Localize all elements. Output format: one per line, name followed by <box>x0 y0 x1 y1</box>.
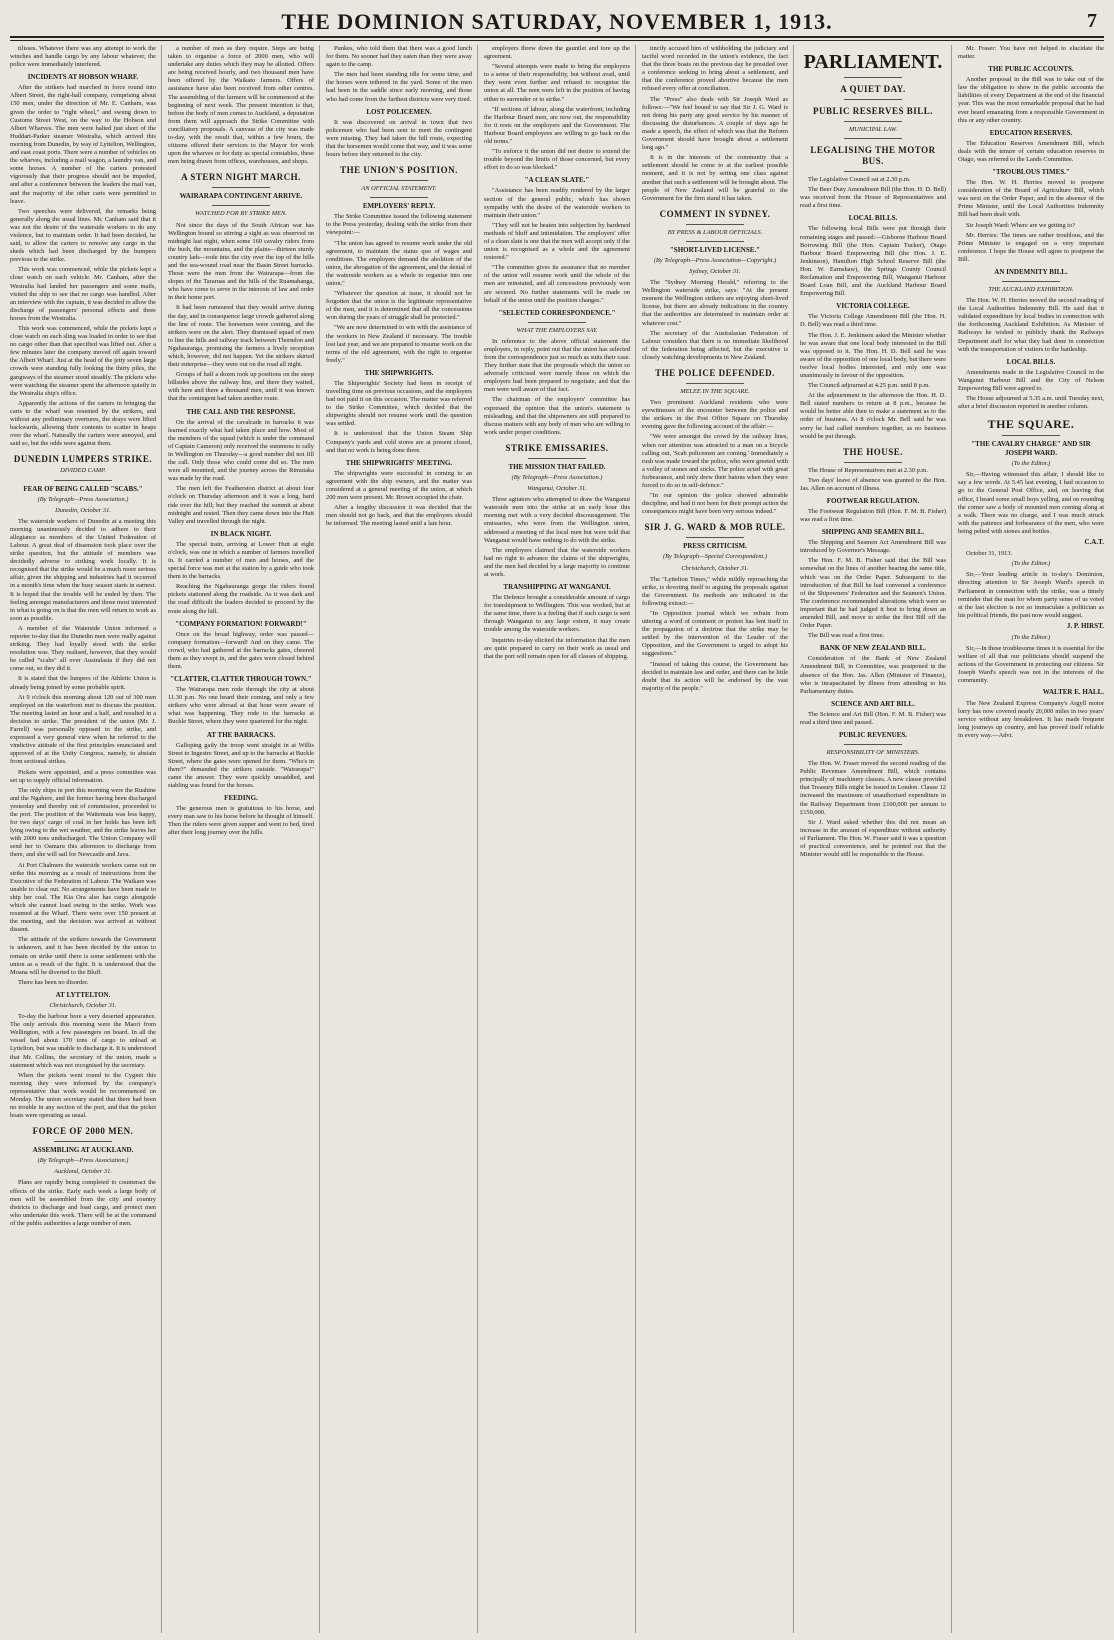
paragraph: "Assistance has been readily rendered by the larger section of the general public, which has shown sympathy with the desire of the waterside workers to maintain their union." <box>484 187 630 219</box>
paragraph: Not since the days of the South African war has Wellington bound so stirring a sight as was observed on midnight last night, when some 160 cavalry riders from the bush, the mountains, and the plains—thirteen sturdy country lads—rode into the city over the top of the hills and the sea-wound road near the Basin Street barracks. Those were the men from the Wairarapa—from the slopes of the Tararuas and the hills of the Ruamahanga, who have come to serve in the interests of law and order in their home port. <box>168 221 314 302</box>
subheadline: SHIPPING AND SEAMEN BILL. <box>821 528 925 537</box>
paragraph: "We are now determined to win with the assistance of the workers in New Zealand if necessary. The trouble lost last year, and we are prepared to resume work on the terms of the old agreement, with the right to organise freely." <box>326 324 472 364</box>
subheadline: BANK OF NEW ZEALAND BILL. <box>820 644 926 653</box>
paragraph: Plans are rapidly being completed to counteract the effects of the strike. Early each week a large body of men will be assembled from the city and country districts to discharge and load cargo, and protect men who undertake this work. There will be at the command of the public authorities a large number of men. <box>10 1179 156 1227</box>
separator-rule <box>844 138 902 139</box>
signature: WALTER E. HALL. <box>1042 687 1104 696</box>
paragraph: Pickets were appointed, and a press committee was set up to supply official information. <box>10 768 156 784</box>
paragraph: Mr. Herries: The times are rather troublous, and the Prime Minister is engaged on a very important conference. I hope the House will agree to postpone the Bill. <box>958 231 1104 263</box>
paragraph: The waterside workers of Dunedin at a meeting this morning unanimously decided to adhere to their allegiance as members of the United Federation of Labour. A great deal of dissension took place over the strike question, but the attitude of members was decidedly adverse to striking work locally. It is recognised that the strike would be a much more serious affair, given the shipping and industries had it occurred in a month's time when the busy season starts in earnest. It is hoped that the trouble will be ended by then. The feeling amongst manufacturers and those most interested in what is going on is that the men will return to work as soon as possible. <box>10 517 156 622</box>
subheadline: SCIENCE AND ART BILL. <box>831 699 915 708</box>
paragraph: After the strikers had marched in force round into Albert Street, the right-hall company, comprising about 150 men, under the direction of Mr. E. Canham, was given the order to "right wheel," and swung down to Customs Street West, on the way to the Hobson and Albert Wharves. The men were halted just short of the Huddart-Parker steamer Westralia, which arrived this morning from Dunedin, by way of Lyttelton, Wellington, and east coast ports. There were a number of vehicles on the wharves, including a mail wagon, a laundry van, and some horses. A number of the carters protested vigorously that their progress should not be impeded, and after a conference between the leaders the mail van, and the majority of the other carts were permitted to leave. <box>10 84 156 205</box>
subheadline: LOCAL BILLS. <box>848 214 898 223</box>
paragraph: tilisses. Whatever there was any attempt to work the winches and handle cargo by any labour whatever, the police were immediately interfered. <box>10 45 156 69</box>
subheadline: "SELECTED CORRESPONDENCE." <box>498 308 616 317</box>
separator-rule <box>686 241 744 242</box>
paragraph: The Hon. W. H. Herries moved the second reading of the Local Authorities Indemnity Bill. He said that it validated expenditure by local bodies in connection with the forthcoming Auckland Exhibition. As Minister of Railways he wished to publicly thank the Railways Department staff for what they had done in connection with the transportation of visitors to the battleship. <box>958 297 1104 353</box>
paragraph: The Hon. J. E. Jenkinson asked the Minister whether he was aware that one local body interested in the Bill was opposed to it. The Hon. H. D. Bell said he was aware of the opposition of one local body, but there were twelve local bodies interested, and only one was unanimously in favour of the opposition. <box>800 331 946 379</box>
paragraph: Sir J. Ward asked whether this did not mean an increase in the amount of expenditure without authority of Parliament. The Hon. W. Fraser said it was a question of practical convenience, and he pointed out that the Minister would still be responsible to the House. <box>800 818 946 859</box>
subheadline: PUBLIC REVENUES. <box>838 730 908 739</box>
masthead <box>10 8 1104 38</box>
dateline: WHAT THE EMPLOYERS SAY. <box>516 326 598 334</box>
paragraph: Galloping gaily the troop went straight in at Willis Street to Ingestre Street, and up to the barracks at Buckle Street, where the gates were opened for them. "Who's in there?" demanded the strikers outside. "Wairarapa!" came the answer. They were quickly unsaddled, and stabling was found for the horses. <box>168 741 314 790</box>
paragraph: To-day the harbour bore a very deserted appearance. The only arrivals this morning were the Maori from Wellington, with a few passengers on board. In all the vessel had about 170 tons of cargo to unload at Lyttelton, but was unable to discharge it. It is understood that Mr. Collins, the secretary of the union, made a statement which was not recognised by the secretary. <box>10 1013 156 1069</box>
paragraph: Consideration of the Bank of New Zealand Amendment Bill, in Committee, was postponed in the absence of the Hon. Jas. Allen (Minister of Finance), who is incapacitated by illness from attending to his Parliamentary duties. <box>800 655 946 695</box>
paragraph: Reaching the Ngahauranga gorge the riders found pickets stationed along the roadside. As it was dark and the road difficult the leaders decided to proceed by the route along the hill. <box>168 583 314 615</box>
paragraph: In reference to the above official statement the employers, in reply, point out that the union has selected from the correspondence just so much as suits their case. They further state that the proposals which the union so adversely criticised were merely those on which the employers had been prepared to negotiate, and that the men were well aware of that fact. <box>484 337 630 394</box>
dateline: MELEE IN THE SQUARE. <box>680 388 750 395</box>
separator-rule <box>844 99 902 100</box>
separator-rule <box>54 480 112 481</box>
separator-rule <box>686 383 744 384</box>
dateline: AN OFFICIAL STATEMENT. <box>361 185 437 193</box>
paragraph: tinctly accused him of withholding the judiciary and tactful word recorded in the union's evidence, the fact that the three boats on the previous day he presided over a conference seeking to bring about a settlement, and that the conference proved abortive because the men refused every offer at conciliation. <box>642 45 788 93</box>
paragraph: "Several attempts were made to bring the employers to a sense of their responsibility, but without avail, until they went even further and refused to recognise the union at all. The men were left in the position of having either to surrender or to strike." <box>484 63 630 103</box>
paragraph: The "Press" also deals with Sir Joseph Ward as follows:—"We feel bound to say that Sir J. G. Ward is not doing his party any good service by his manner of discussing the disturbances. A couple of days ago he made a speech, the effect of which was that the Reform Government should have brought about a settlement long ago." <box>642 95 788 152</box>
headline: A STERN NIGHT MARCH. <box>181 172 301 183</box>
subheadline: LOCAL BILLS. <box>1006 357 1056 366</box>
paragraph: Punkes, who told them that there was a good lunch for them. No sooner had they eaten than they were away again to the camp. <box>326 45 472 69</box>
paragraph: The Defence brought a considerable amount of cargo for transhipment to Wellington. This was worked, but at the same time, there is a feeling that if such cargo is sent through Wanganui to any large extent, it may create trouble among the waterside workers. <box>484 594 630 634</box>
paragraph: The House of Representatives met at 2.30 p.m. <box>808 466 928 474</box>
subheadline: "A CLEAN SLATE." <box>524 176 590 185</box>
headline: A QUIET DAY. <box>840 84 906 94</box>
dateline: (By Telegraph—Press Association.) <box>37 495 129 503</box>
paragraph: "Instead of taking this course, the Government has decided to maintain law and order, and there can be little doubt that its action will be endorsed by the vast majority of the people." <box>642 660 788 692</box>
paragraph: It was discovered on arrival in town that two policemen who had been sent to meet the contingent were missing. They had taken the hill route, expecting that the horsemen would come that way, and it was some hours before they returned to the city. <box>326 118 472 159</box>
paragraph: The Shipwrights' Society had been in receipt of travelling time on previous occasions, and the employers had not paid it on this occasion. The matter was referred to the Strike Committee, which decided that the shipwrights should not resume work until the question was settled. <box>326 379 472 428</box>
paragraph: Inquiries to-day elicited the information that the men are quite prepared to carry on their work as usual and that the port will remain open for all classes of shipping. <box>484 636 630 660</box>
paragraph: Sir Joseph Ward: Where are we getting to? <box>966 221 1076 229</box>
separator-rule <box>1002 435 1060 436</box>
subheadline: THE CALL AND THE RESPONSE. <box>186 407 296 416</box>
paragraph: The Education Reserves Amendment Bill, which deals with the tenure of certain education reserves in Otago, was referred to the Lands Committee. <box>958 139 1104 163</box>
headline: LEGALISING THE MOTOR BUS. <box>810 145 936 167</box>
paragraph: The Bill was read a first time. <box>808 632 885 640</box>
column-1 <box>10 45 162 1633</box>
paragraph: Amendments made in the Legislative Council in the Wanganui Harbour Bill and the City of Nelson Empowering Bill were agreed to. <box>958 368 1104 392</box>
headline: PARLIAMENT. <box>803 51 943 73</box>
subheadline: IN BLACK NIGHT. <box>210 529 272 538</box>
subheadline: "TROUBLOUS TIMES." <box>992 168 1070 177</box>
separator-rule <box>528 322 586 323</box>
subheadline: AT THE BARRACKS. <box>206 730 276 739</box>
paragraph: Two prominent Auckland residents who were eyewitnesses of the encounter between the police and the strikers in the Post Office Square on Thursday evening gave the following account of the affair:— <box>642 399 788 431</box>
paragraph: It had been rumoured that they would arrive during the day, and in consequence large crowds gathered along the line of route. The horsemen were coming, and the strikers were on the alert. They dismissed squad of men to line the hills and railway track between Thorndon and Ngahauranga, promising the farmers a lively reception which, however, did not happen. Yet the strikers skirted their enterprise—they were out on the road all night. <box>168 304 314 369</box>
paragraph: At 9 o'clock this morning about 120 out of 300 men employed on the waterfront met to discuss the position. The meeting lasted an hour and a half, and resulted in a decision to strike. The president of the union (Mr. J. Farrell) was personally opposed to the strike, and expressed a very general view when he referred to the vindictive attitude of the first principles enunciated and approved of at the Unity Congress, namely, to abstain from sectional strikes. <box>10 693 156 766</box>
paragraph: When the pickets went round to the Cygnet this morning they were informed by the company's representative that work would be recommenced on Monday. The union secretary stated that there had been no trouble in any section of the port, and that the picket boats were operating as usual. <box>10 1071 156 1120</box>
paragraph: This work was commenced, while the pickets kept a close watch on each sling was loaded in order to see that no cargo other than that specified was lifted out. After a few minutes later the company moved off again toward the Albert Wharf. Just at the head of the jetty seven large crowds were standing fully looking the thirty piles, the gangways of the steamer stood steadily. The pickets who were watching the steamer spent the afternoon quietly in the Westralia ship's office. <box>10 325 156 397</box>
dateline: RESPONSIBILITY OF MINISTERS. <box>826 748 920 756</box>
paragraph: Sir,—In these troublesome times it is essential for the welfare of all that our politicians should suspend the actions of the Government in protecting our citizens. Sir Joseph Ward's speech was not in the interests of the community. <box>958 645 1104 685</box>
subheadline: ASSEMBLING AT AUCKLAND. <box>32 1146 134 1155</box>
dateline: Dunedin, October 31. <box>55 506 111 514</box>
subheadline: "CLATTER, CLATTER THROUGH TOWN." <box>170 675 312 684</box>
paragraph: The secretary of the Australasian Federation of Labour considers that there is no immediate likelihood of the federation being affected, but the executive is closely watching developments in New Zealand. <box>642 329 788 361</box>
paragraph: The attitude of the strikers towards the Government is unknown, and it has been decided by the union to remain on strike until there is some settlement with the union as a result of the fight. It is understood that the Moana will be diverted to the Bluff. <box>10 936 156 976</box>
paragraph: The employers claimed that the waterside workers had no right to advance the claims of the shipwrights, and the men had decided by a large majority to continue at work. <box>484 546 630 578</box>
separator-rule <box>528 458 586 459</box>
subheadline: "COMPANY FORMATION! FORWARD!" <box>175 619 307 628</box>
signature: J. P. HIRST. <box>1066 621 1104 630</box>
paragraph: employers threw down the gauntlet and tore up the agreement. <box>484 45 630 61</box>
headline: THE HOUSE. <box>842 446 903 457</box>
paragraph: Groups of half a dozen took up positions on the steep hillsides above the railway line, and there they waited, with here and there a thousand men, until it was known that the contingent had taken another route. <box>168 371 314 403</box>
separator-rule <box>844 77 902 78</box>
masthead-title: THE DOMINION SATURDAY, NOVEMBER 1, 1913. <box>281 9 833 34</box>
subheadline: THE SHIPWRIGHTS. <box>364 368 434 377</box>
separator-rule <box>844 462 902 463</box>
paragraph: Two days' leave of absence was granted to the Hon. Jas. Allen on account of illness. <box>800 476 946 492</box>
subheadline: THE MISSION THAT FAILED. <box>508 462 606 471</box>
paragraph: The Shipping and Seamen Act Amendment Bill was introduced by Governor's Message. <box>800 539 946 555</box>
subheadline: FEAR OF BEING CALLED "SCABS." <box>23 484 143 493</box>
paragraph: There has been no disorder. <box>18 978 89 986</box>
headline: SIR J. G. WARD & MOB RULE. <box>644 522 786 533</box>
subheadline: "SHORT-LIVED LICENSE." <box>669 245 761 254</box>
separator-rule <box>844 744 902 745</box>
paragraph: It is understood that the Union Steam Ship Company's yards and cold stores are at present closed, and that no work is being done there. <box>326 430 472 454</box>
subheadline: EDUCATION RESERVES. <box>989 128 1073 137</box>
paragraph: The House adjourned at 5.35 a.m. until Tuesday next, after a brief discussion reported in another column. <box>958 395 1104 411</box>
headline: FORCE OF 2000 MEN. <box>32 1126 134 1137</box>
columns <box>10 45 1104 1633</box>
separator-rule <box>212 205 270 206</box>
paragraph: The Strike Committee issued the following statement to the Press yesterday, dealing with the strike from their viewpoint:— <box>326 213 472 237</box>
subheadline: LOST POLICEMEN. <box>366 107 432 116</box>
paragraph: Three agitators who attempted to draw the Wanganui waterside men into the strike at an early hour this morning met with a very decided discouragement. The emissaries, who were from the Wellington union, addressed a meeting of the local men but were told that Wanganui would have nothing to do with the strike. <box>484 496 630 544</box>
headline: THE UNION'S POSITION. <box>340 165 458 176</box>
paragraph: Sir,—Your leading article in to-day's Dominion, directing attention to Sir Joseph Ward's speech in Parliament in connection with the strike, was a timely reminder that the man for whom party sense of us voted at the last election is not so immaculate a politician as his political friends, the past now would suggest. <box>958 571 1104 619</box>
paragraph: The Beer Duty Amendment Bill (the Hon. H. D. Bell) was received from the House of Representatives and read a first time. <box>800 186 946 210</box>
column-7 <box>958 45 1104 1633</box>
dateline: Sydney, October 31. <box>689 267 741 275</box>
paragraph: The only ships in port this morning were the Ruahine and the Ngahere, and the former having been discharged yesterday and thereby out of commission, proceeded to the port. The position of the Waitemata was less happy, for two days' cargo of coal in her holds has been left lying owing to the wet weather, and the strike leaves her with 2000 tons undischarged. The Union Company will send her to Oamaru this afternoon to discharge from there, and she will sail for Newcastle and Java. <box>10 786 156 859</box>
dateline: WATCHED FOR BY STRIKE MEN. <box>195 210 287 218</box>
paragraph: The shipwrights were successful in coming to an agreement with the ship owners, and the matter was considered at a general meeting of the union, at which 200 men were present. Mr. Brown occupied the chair. <box>326 469 472 502</box>
subheadline: AT LYTTELTON. <box>55 990 111 999</box>
paragraph: "We were amongst the crowd by the railway lines, when our attention was attracted to a man on a bicycle calling out, 'Scab policemen are coming.' Immediately a rush was made toward the police, who were greeted with a volley of stones and sticks. The police acted with great forbearance, and only drew their batons when they were forced to do so in self-defence." <box>642 433 788 490</box>
paragraph: On the arrival of the cavalcade in barracks it was learned exactly what had taken place and how. Most of the members of the squad (which is under the command of Captain Cameron) only received the summons to rally in Wellington on Thursday—a good number did not fill the call. Only those who could come did so. The men were all mounted, and the journey across the Rimutaka was made by the road. <box>168 418 314 483</box>
headline: DUNEDIN LUMPERS STRIKE. <box>13 454 153 465</box>
paragraph: "If sections of labour, along the waterfront, including the Harbour Board men, are now out, the responsibility for it rests on the employers and the Government. The Harbour Board employees are willing to go back on the old terms." <box>484 105 630 146</box>
separator-rule <box>686 537 744 538</box>
paragraph: "The union has agreed to resume work under the old agreement, to maintain the status quo of wages and conditions. The employers demand the abolition of the union, the abrogation of the agreement, and the denial of the waterside workers as a whole to organise into one union." <box>326 239 472 287</box>
subheadline: PRESS CRITICISM. <box>683 542 747 551</box>
separator-rule <box>1002 281 1060 282</box>
paragraph: October 31, 1913. <box>966 550 1013 558</box>
paragraph: The following local Bills were put through their remaining stages and passed:—Gisborne Harbour Board Borrowing Bill (the Hon. Captain Tucker), Otago Harbour Board Empowering Bill (the Hon. J. E. Jenkinson), Hamilton High School Reserve Bill (the Hon. W. Earnshaw), the Springs County Council Reclamation and Empowering Bill, Wanganui Harbour Board Loan Bill, and the Auckland Harbour Board Empowering Bill. <box>800 225 946 298</box>
separator-rule <box>844 121 902 122</box>
dateline: (By Telegraph—Special Correspondent.) <box>662 553 768 561</box>
paragraph: At Port Chalmers the waterside workers came out on strike this morning as a result of instructions from the Executive of the Federation of Labour. The Waikare was unable to clear out. No arrangements have been made to ship her coal. The Kia Ora also has cargo alongside which she cannot load owing to the strike. Work was resumed at the Wharf. There were over 150 present at the meeting, and the decision was arrived at without dissent. <box>10 861 156 934</box>
column-6 <box>800 45 952 1633</box>
paragraph: The Hon. W. H. Herries moved to postpone consideration of the Board of Agriculture Bill, which was next on the Order Paper, and in the absence of the Prime Minister, until the Local Authorities Indemnity Bill had been dealt with. <box>958 179 1104 219</box>
paragraph: Sir,—Having witnessed this affair, I should like to say a few words. At 5.45 last evening, I had occasion to go to the General Post Office, and, on leaving that office, I heard some small boys yelling, and on rounding the corner saw a body of mounted men coming along at a walk. There was no charge, and I was much struck with the patience and forbearance of the men, who were being pelted with stones and bottles. <box>958 471 1104 535</box>
paragraph: "They will not be beaten into subjection by hardened methods of bluff and intimidation. The employers' offer of a clean slate is one that the men will accept only if the union is recognised as a whole and the agreement restored." <box>484 221 630 262</box>
subheadline: AN INDEMNITY BILL. <box>994 267 1068 276</box>
dateline: Auckland, October 31. <box>54 1168 112 1176</box>
subheadline: EMPLOYERS' REPLY. <box>362 202 436 211</box>
signature: C.A.T. <box>1084 538 1104 547</box>
paragraph: The Footwear Regulation Bill (Hon. F. M. B. Fisher) was read a first time. <box>800 508 946 524</box>
column-2 <box>168 45 320 1633</box>
paragraph: The Hon. F. M. B. Fisher said that the Bill was somewhat on the lines of another bearing the same title, which was on the Order Paper. Subsequent to the introduction of that Bill he had convened a conference of the Shipowners' Federation and the Seamen's Union. The conference recommended alterations which were so important that he had judged it best to bring down an amended Bill, and move to strike the first Bill off the Order Paper. <box>800 557 946 630</box>
paragraph: The Hon. W. Fraser moved the second reading of the Public Revenues Amendment Bill, which contains principally of machinery clauses. A new clause provided that Treasury Bills might be issued in London. Clause 12 increased the maximum of unauthorised expenditure in the Railway Department from £100,000 per annum to £150,000. <box>800 760 946 816</box>
subheadline: THE SHIPWRIGHTS' MEETING. <box>345 458 453 467</box>
paragraph: The New Zealand Express Company's Argyll motor lorry has now covered nearly 20,000 miles in two years' service without any breakdown. It has made frequent long journeys up country, and has proved itself reliable in every way.—Advt. <box>958 699 1104 739</box>
separator-rule <box>370 180 428 181</box>
dateline: (To the Editor.) <box>1011 460 1051 468</box>
paragraph: Apparently the actions of the carters in bringing the carts to the wharf was resented by the strikers, and without any preliminary overtures, the drays were lifted backwards, allowing their contents to scatter in heaps over the wharf. Naturally the carters were annoyed, and said so, but the odds were against them. <box>10 399 156 448</box>
paragraph: The "Sydney Morning Herald," referring to the Wellington waterside strike, says: "At the present moment the Wellington strikers are enjoying short-lived license, but there are already indications in the country that the authorities are determined to maintain order at whatever cost." <box>642 279 788 327</box>
dateline: Wanganui, October 31. <box>527 485 587 493</box>
dateline: (By Telegraph—Press Association—Copyright.) <box>653 256 777 264</box>
paragraph: Once on the broad highway, order was passed—company formation—forward! And on they came. The crowd, who had gathered at the barracks gates, cheered them as they swept in, and the gates were closed behind them. <box>168 630 314 670</box>
paragraph: The men left the Featherston district at about four o'clock on Thursday afternoon and it was a long, hard ride over the hill; but they reached the summit at about midnight and rested. Then they came down into the Hutt Valley and travelled through the night. <box>168 485 314 525</box>
dateline: (By Telegraph—Press Association.) <box>511 473 603 481</box>
separator-rule <box>686 224 744 225</box>
dateline: THE AUCKLAND EXHIBITION. <box>988 285 1074 293</box>
subheadline: "THE CAVALRY CHARGE" AND SIR JOSEPH WARD. <box>971 440 1091 458</box>
paragraph: The Science and Art Bill (Hon. F. M. B. Fisher) was read a third time and passed. <box>800 710 946 726</box>
headline: PUBLIC RESERVES BILL. <box>813 106 933 116</box>
paragraph: A member of the Waterside Union informed a reporter to-day that the Dunedin men were really against striking. They had loyally stood with the strike resolution was. They realised, however, that they would be called "scabs" all over Australasia if they did not come out, so they did it. <box>10 624 156 673</box>
headline: STRIKE EMISSARIES. <box>505 442 609 453</box>
paragraph: The men had been standing idle for some time, and the horses were tethered in the yard. Some of the men had been in the saddle since early morning, and those who had come from the farthest districts were very tired. <box>326 71 472 103</box>
dateline: Christchurch, October 31. <box>49 1001 117 1009</box>
subheadline: WAIRARAPA CONTINGENT ARRIVE. <box>179 192 303 201</box>
dateline: (By Telegraph—Press Association.) <box>37 1157 129 1165</box>
column-5 <box>642 45 794 1633</box>
page-number: 7 <box>1087 10 1098 32</box>
paragraph: At the adjournment in the afternoon the Hon. H. D. Bell stated numbers to return at 8 p.m., because he would be better able then to make a statement as to the order of business. At 8 o'clock Mr. Bell said he was sorry he had called members together, as no business would be put through. <box>800 392 946 440</box>
subheadline: INCIDENTS AT HOBSON WHARF. <box>27 73 139 82</box>
subheadline: FOOTWEAR REGULATION. <box>826 497 920 505</box>
column-4 <box>484 45 636 1633</box>
paragraph: The generous men is gratuitous to his horse, and every man saw to his horse before he thought of himself. Then the riders were given supper and went to bed, tired after their long journey over the hills. <box>168 805 314 837</box>
paragraph: Mr. Fraser: You have not helped to elucidate the matter. <box>958 45 1104 61</box>
paragraph: Two speeches were delivered, the remarks being generally along the usual lines. Mr. Canham said that it was not the desire of the waterside workers to do any violence, but to maintain order. It had been decided, he said, to allow the carters to remove any cargo in the sheds which had been discharged by the bumpers previous to the strike. <box>10 207 156 264</box>
dateline: DIVIDED CAMP. <box>60 467 106 475</box>
paragraph: This work was commenced, while the pickets kept a close watch on each vehicle. Mr. Canham, after the Westralia had landed her passengers and some mails, visited the ship to see that no cargo was handled. After an interview with the captain, it was decided to allow the discharge of passengers' personal effects and three horses from the Westralia. <box>10 266 156 322</box>
paragraph: The chairman of the employers' committee has expressed the opinion that the union's statement is misleading, and that the shipowners are still prepared to discuss matters with any body of men who are willing to work under proper conditions. <box>484 396 630 436</box>
dateline: Christchurch, October 31. <box>681 564 749 572</box>
paragraph: The Wairarapa men rode through the city at about 11.30 p.m. No one heard their coming, and only a few strikers who were abroad at that hour were aware of what was happening. They rode to the barracks at Buckle Street, where they were quartered for the night. <box>168 686 314 726</box>
dateline: BY PRESS & LABOUR OFFICIALS. <box>667 228 763 236</box>
paragraph: The Legislative Council sat at 2.30 p.m. <box>808 176 911 184</box>
paragraph: a number of men as they require. Steps are being taken to organise a force of 2000 men, who will undertake any duties which they may be allotted. Offers are being received hourly, and two thousand men have been offered by the Waikato farmers. Offers of assistance have also been received from other centres. The assembling of the farmers will be commenced at the beginning of next week. The present intention is that, before the body of men comes to Auckland, a deputation from them will approach the Strike Committee with conciliatory proposals. A canvass of the city was made to-day, with the result that, within a few hours, the citizens offered their services to the Mayor for work upon the wharves or for duty as special constables, these men being drawn from offices, warehouses, and shops. <box>168 45 314 166</box>
paragraph: "In our opinion the police showed admirable discipline, and had it not been for their prompt action the consequences might have been very serious indeed." <box>642 492 788 516</box>
subheadline: THE PUBLIC ACCOUNTS. <box>988 65 1074 74</box>
dateline: (To the Editor.) <box>1011 560 1051 568</box>
paragraph: "To enforce it the union did not desire to extend the trouble beyond the limits of those concerned, but every effort to do so was blocked." <box>484 148 630 172</box>
separator-rule <box>54 1141 112 1142</box>
dateline: (To the Editor.) <box>1011 633 1051 641</box>
paragraph: The "Lyttelton Times," while mildly reproaching the strike, is devoting itself to arguing the proposals against the Government. Its methods are indicated in the following extract:— <box>642 575 788 607</box>
separator-rule <box>212 187 270 188</box>
paragraph: "The committee gives its assurance that no member of the union will resume work until the whole of the men are reinstated, and all concessions previously won are secured. No further statements will be made on behalf of the union until the position changes." <box>484 264 630 304</box>
column-3 <box>326 45 478 1633</box>
headline: COMMENT IN SYDNEY. <box>659 208 771 219</box>
paragraph: After a lengthy discussion it was decided that the men should not go back, and that the employers should be informed. The meeting lasted until a late hour. <box>326 504 472 528</box>
paragraph: The Council adjourned at 4.25 p.m. until 8 p.m. <box>808 382 930 390</box>
headline: THE SQUARE. <box>987 417 1075 432</box>
paragraph: The special train, arriving at Lower Hutt at eight o'clock, was one in which a number of farmers travelled in. It carried a number of men and horses, and the special force was met at the station by a guide who took them to the barracks. <box>168 540 314 581</box>
subheadline: VICTORIA COLLEGE. <box>836 302 910 311</box>
separator-rule <box>844 171 902 172</box>
separator-rule <box>370 197 428 198</box>
paragraph: "Whatever the question at issue, it should not be forgotten that the union is the legitimate representative of the men, and it is determined that all the concessions won during the years of struggle shall be protected." <box>326 290 472 322</box>
headline: THE POLICE DEFENDED. <box>655 368 775 378</box>
masthead-rule <box>10 40 1104 41</box>
dateline: MUNICIPAL LAW. <box>848 126 898 133</box>
paragraph: It is in the interests of the community that a settlement should be come to at the earliest possible moment, and it is not by setting one class against another that such a settlement will be brought about. The people of New Zealand will be grateful to the Government for the firm stand it has taken. <box>642 154 788 202</box>
paragraph: It is stated that the lumpers of the Athletic Union is already being joined by some probable spirit. <box>10 675 156 691</box>
subheadline: FEEDING. <box>224 794 258 803</box>
paragraph: "In Opposition journal which we refrain from uttering a word of comment or protest has lent itself to the propagation of a doctrine that the strike may be settled by the intervention of the Leader of the Opposition, and the Government is urged to adopt his suggestions." <box>642 609 788 658</box>
paragraph: The Victoria College Amendment Bill (the Hon. H. D. Bell) was read a third time. <box>800 313 946 329</box>
subheadline: TRANSHIPPING AT WANGANUI. <box>503 583 611 592</box>
paragraph: Another proposal in the Bill was to take out of the law the obligation to show in the public accounts the liabilities of every Department at the end of the financial year. This was the most remarkable proposal that he had ever heard emanating from a responsible Government in this or any other country. <box>958 76 1104 124</box>
